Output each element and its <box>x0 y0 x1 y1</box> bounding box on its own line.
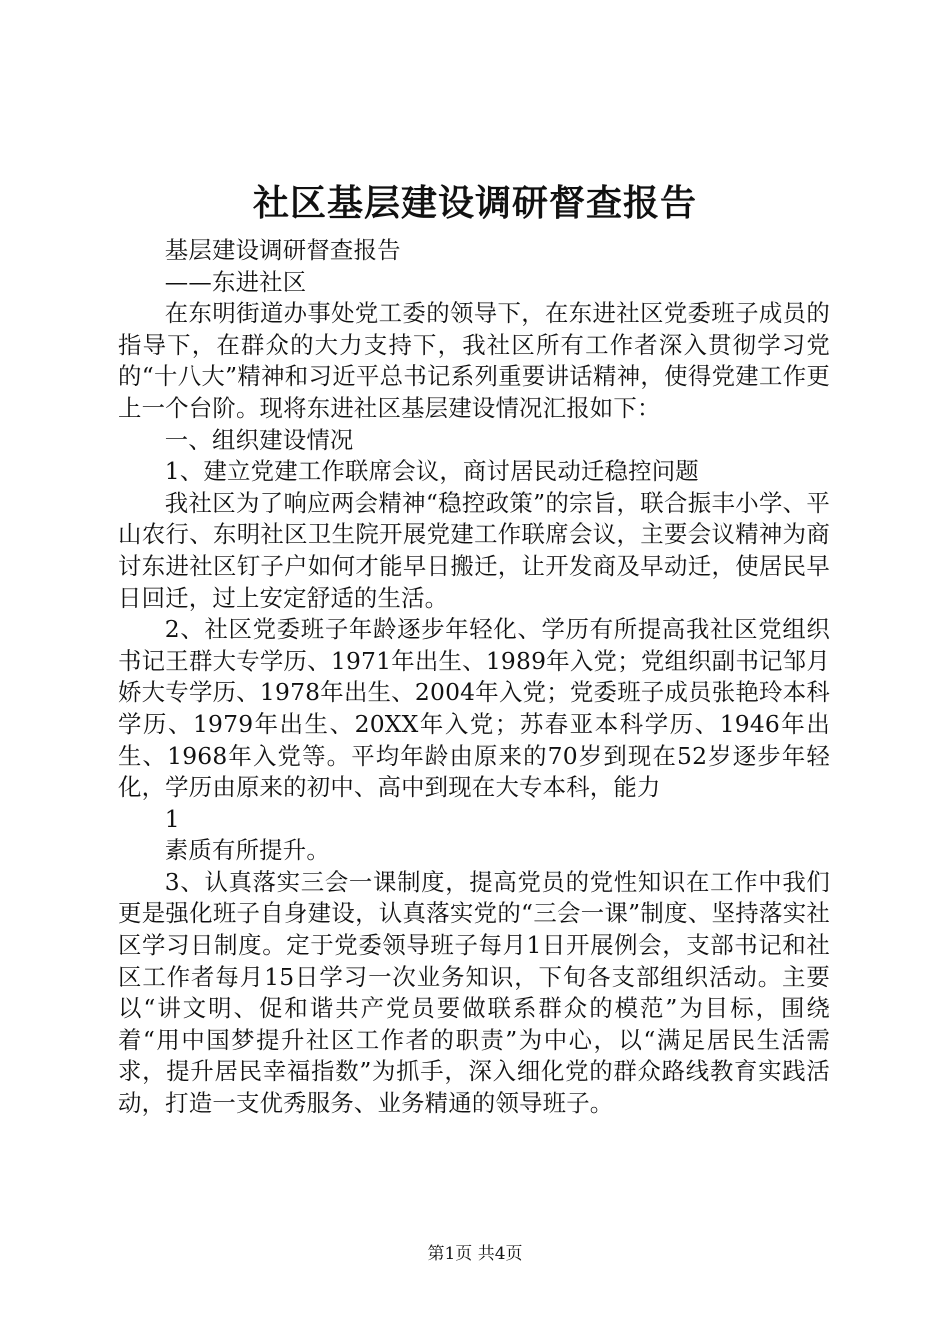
paragraph-2: 2、社区党委班子年龄逐步年轻化、学历有所提高我社区党组织书记王群大专学历、1971年出生、1989年入党；党组织副书记邹月娇大专学历、1978年出生、2004年入党；党委班子成员张艳玲本科学历、1979年出生、20XX年入党；苏春亚本科学历、1946年出生、1968年入党等。平均年龄由原来的70岁到现在52岁逐步年轻化，学历由原来的初中、高中到现在大专本科，能力 <box>118 615 830 802</box>
page-footer: 第1页 共4页 <box>427 1244 523 1264</box>
document-title: 社区基层建设调研督查报告 <box>252 182 697 224</box>
document-body <box>118 235 830 1120</box>
item-heading-1: 1、建立党建工作联席会议，商讨居民动迁稳控问题 <box>164 457 699 486</box>
inline-page-number: 1 <box>164 804 180 833</box>
community-line: ——东进社区 <box>164 267 307 296</box>
section-heading: 一、组织建设情况 <box>164 425 354 454</box>
subtitle-line: 基层建设调研督查报告 <box>164 236 401 264</box>
paragraph-2-continued: 素质有所提升。 <box>164 836 330 865</box>
paragraph-1: 我社区为了响应两会精神“稳控政策”的宗旨，联合振丰小学、平山农行、东明社区卫生院开展党建工作联席会议，主要会议精神为商讨东进社区钉子户如何才能早日搬迁，让开发商及早动迁，使居民早日回迁，过上安定舒适的生活。 <box>118 488 830 612</box>
intro-paragraph: 在东明街道办事处党工委的领导下，在东进社区党委班子成员的指导下，在群众的大力支持下，我社区所有工作者深入贯彻学习党的“十八大”精神和习近平总书记系列重要讲话精神，使得党建工作更上一个台阶。现将东进社区基层建设情况汇报如下： <box>118 299 830 422</box>
paragraph-3: 3、认真落实三会一课制度，提高党员的党性知识在工作中我们更是强化班子自身建设，认真落实党的“三会一课”制度、坚持落实社区学习日制度。定于党委领导班子每月1日开展例会，支部书记和社区工作者每月15日学习一次业务知识，下旬各支部组织活动。主要以“讲文明、促和谐共产党员要做联系群众的模范”为目标，围绕着“用中国梦提升社区工作者的职责”为中心，以“满足居民生活需求，提升居民幸福指数”为抓手，深入细化党的群众路线教育实践活动，打造一支优秀服务、业务精通的领导班子。 <box>118 867 830 1118</box>
